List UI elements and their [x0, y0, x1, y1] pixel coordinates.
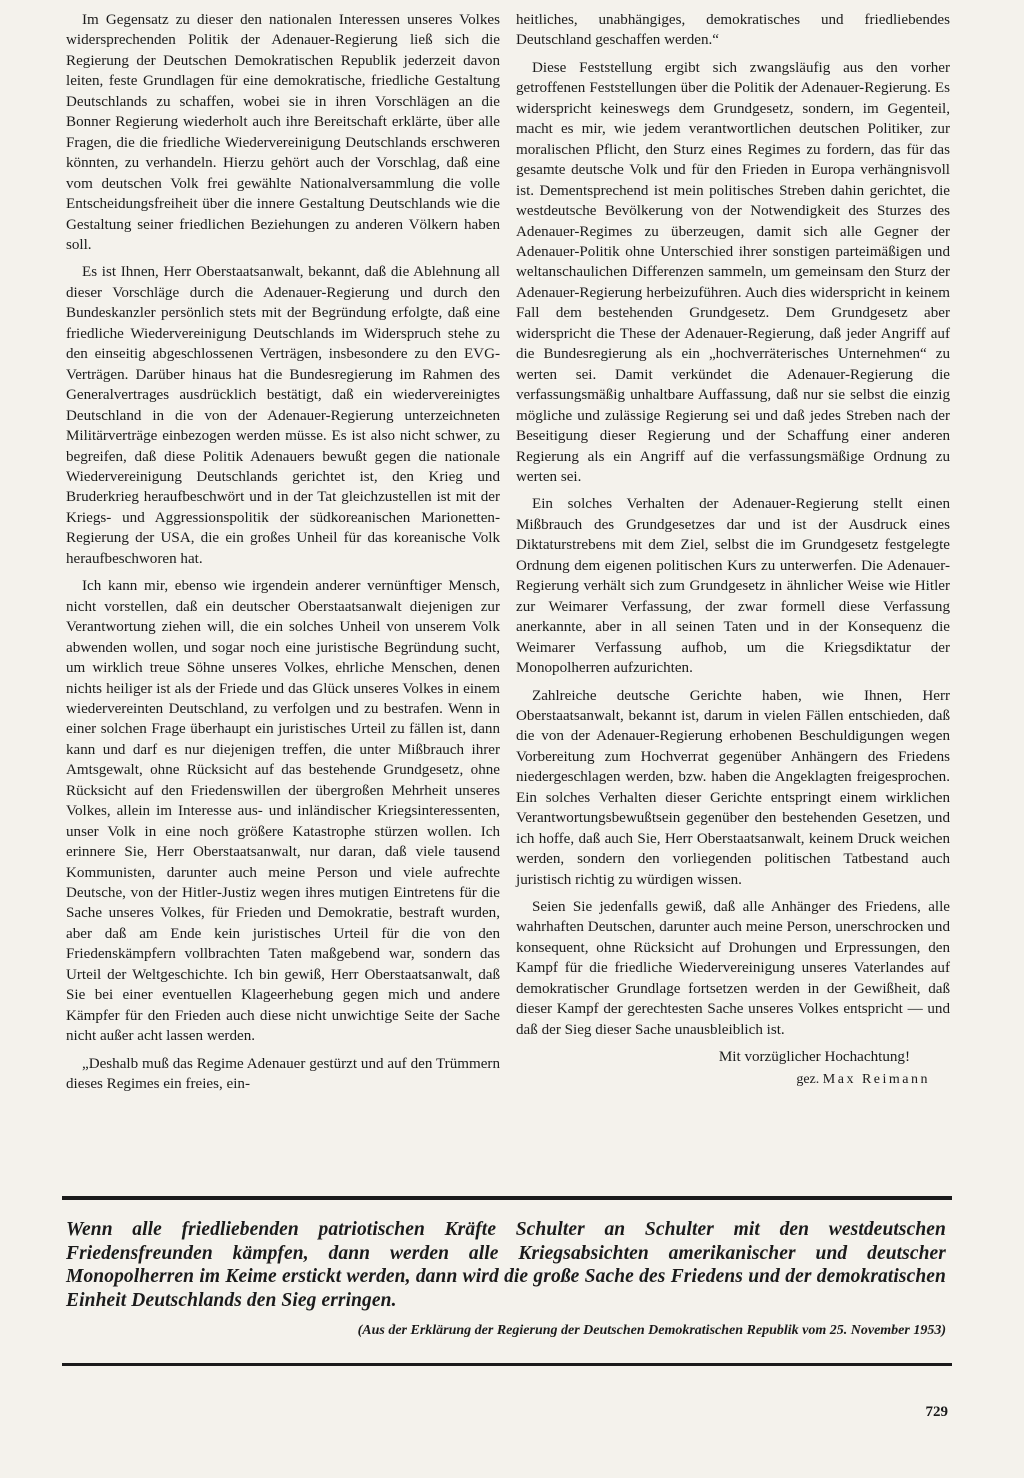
right-paragraph-5: Seien Sie jedenfalls gewiß, daß alle Anhänger des Friedens, alle wahrhaften Deutschen, darunter auch meine Person, unerschrocken und konsequent, ohne Rücksicht auf Drohungen und Erpressungen, den Kampf für die friedliche Wiedervereinigung unseres Vaterlandes auf demokratischer Grundlage fortsetzen werden in der Gewißheit, daß dieser Kampf der gerechtesten Sache unseres Volkes entspricht — und daß der Sieg dieser Sache unausbleiblich ist.: [516, 899, 950, 1038]
left-paragraph-2: Es ist Ihnen, Herr Oberstaatsanwalt, bekannt, daß die Ablehnung all dieser Vorschläge durch die Adenauer-Regierung und durch den Bundeskanzler persönlich stets mit der Begründung erfolgte, daß eine friedliche Wiedervereinigung Deutschlands im Widerspruch stehe zu den einseitig abgeschlossenen Verträgen, insbesondere zu den EVG-Verträgen. Darüber hinaus hat die Bundesregierung im Rahmen des Generalvertrages ausdrücklich bestätigt, daß ein wiedervereinigtes Deutschland in die von der Adenauer-Regierung unterzeichneten Militärverträge einbezogen werden müsse. Es ist also nicht schwer, zu begreifen, daß diese Politik Adenauers bewußt gegen die nationale Wiedervereinigung Deutschlands gerichtet ist, den Krieg und Bruderkrieg heraufbeschwört und in der Tat gleichzustellen ist mit der Kriegs- und Aggressionspolitik der südkoreanischen Marionetten-Regierung der USA, die ein großes Unheil für das koreanische Volk heraufbeschworen hat.: [66, 264, 500, 567]
page-number: 729: [925, 1404, 948, 1420]
right-paragraph-2: Diese Feststellung ergibt sich zwangsläufig aus den vorher getroffenen Feststellungen über die Politik der Adenauer-Regierung. Es widerspricht keineswegs dem Grundgesetz, sondern, im Gegenteil, macht es mir, wie jedem verantwortlichen deutschen Politiker, zur moralischen Pflicht, den Sturz eines Regimes zu fordern, das für das gesamte deutsche Volk und für den Frieden in Europa verhängnisvoll ist. Dementsprechend ist mein politisches Streben dahin gerichtet, die westdeutsche Bevölkerung von der Notwendigkeit des Sturzes des Adenauer-Regimes zu überzeugen, damit sich alle Gegner der Adenauer-Politik ohne Unterschied ihrer sonstigen parteimäßigen und weltanschaulichen Differenzen sammeln, um gemeinsam den Sturz der Adenauer-Regierung herbeizuführen. Auch dies widerspricht in keinem Fall dem bestehenden Grundgesetz. Dem Grundgesetz aber widerspricht die These der Adenauer-Regierung, daß jeder Angriff auf die Bundesregierung als ein „hochverräterisches Unternehmen“ zu werten sei. Damit verkündet die Adenauer-Regierung die verfassungsmäßig unhaltbare Auffassung, daß nur sie selbst die einzig mögliche und zulässige Regierung sei und daß jedes Streben nach der Beseitigung dieser Regierung und der Schaffung einer anderen Regierung als ein Angriff auf die verfassungsmäßige Ordnung zu werten sei.: [516, 59, 950, 485]
letter-closing: Mit vorzüglicher Hochachtung!: [718, 1049, 910, 1066]
highlight-quote: Wenn alle friedliebenden patriotischen Kräfte Schulter an Schulter mit den westdeutschen Friedensfreunden kämpfen, dann werden alle Kriegsabsichten amerikanischer und deutscher Monopolherren im Keime erstickt werden, dann wird die große Sache des Friedens und der demokratischen Einheit Deutschlands den Sieg erringen.: [66, 1219, 946, 1311]
left-column: [66, 10, 500, 1178]
right-column: [516, 10, 950, 1178]
signature-name: Max Reimann: [822, 1071, 930, 1087]
left-paragraph-3: Ich kann mir, ebenso wie irgendein anderer vernünftiger Mensch, nicht vorstellen, daß ein deutscher Oberstaatsanwalt diejenigen zur Verantwortung ziehen will, die ein solches Unheil von unserem Volk abwenden wollen, und sogar noch eine juristische Begründung sucht, um wirklich treue Söhne unseres Volkes, ehrliche Menschen, denen nichts heiliger ist als der Friede und das Glück unseres Volkes in einem wiedervereinten Deutschland, zu verfolgen und zu bestrafen. Wenn in einer solchen Frage überhaupt ein juristisches Urteil zu fällen ist, dann kann und darf es nur diejenigen treffen, die unter Mißbrauch ihrer Amtsgewalt, ohne Rücksicht auf das bestehende Grundgesetz, ohne Rücksicht auf den Friedenswillen der übergroßen Mehrheit unseres Volkes, allein im Interesse aus- und inländischer Kriegsinteressenten, unser Volk in eine noch größere Katastrophe stürzen wollen. Ich erinnere Sie, Herr Oberstaatsanwalt, nur daran, daß viele tausend Kommunisten, darunter auch meine Person und viele aufrechte Deutsche, von der Hitler-Justiz wegen ihres mutigen Eintretens für die Sache unseres Volkes, für Frieden und Demokratie, bestraft wurden, aber daß am Ende kein juristisches Urteil für die von den Friedenskämpfern vollbrachten Taten maßgebend war, sondern das Urteil der Weltgeschichte. Ich bin gewiß, Herr Oberstaatsanwalt, daß Sie bei einer eventuellen Klageerhebung gegen mich und andere Kämpfer für den Frieden auch diese nicht unwichtige Seite der Sache nicht außer acht lassen werden.: [66, 578, 500, 1045]
divider-bottom: [62, 1363, 952, 1366]
article-body: [66, 10, 950, 1178]
right-paragraph-4: Zahlreiche deutsche Gerichte haben, wie Ihnen, Herr Oberstaatsanwalt, bekannt ist, darum in vielen Fällen entschieden, daß die von der Adenauer-Regierung erhobenen Beschuldigungen wegen Vorbereitung zum Hochverrat gegenüber Anhängern des Friedens niedergeschlagen werden, bzw. haben die Angeklagten freigesprochen. Ein solches Verhalten dieser Gerichte entspringt einem wirklichen Verantwortungsbewußtsein gegenüber den bestehenden Gesetzen, und ich hoffe, daß auch Sie, Herr Oberstaatsanwalt, keinem Druck weichen werden, sondern den vorliegenden politischen Tatbestand auch juristisch richtig zu würdigen wissen.: [516, 687, 950, 888]
right-paragraph-1: heitliches, unabhängiges, demokratisches und friedliebendes Deutschland geschaffen werden.“: [516, 12, 950, 49]
signature-prefix: gez.: [796, 1071, 820, 1087]
right-paragraph-3: Ein solches Verhalten der Adenauer-Regierung stellt einen Mißbrauch des Grundgesetzes dar und ist der Ausdruck eines Diktaturstrebens mit dem Ziel, selbst die im Grundgesetz festgelegte Ordnung dem eigenen politischen Kurs zu unterwerfen. Die Adenauer-Regierung verhält sich zum Grundgesetz in ähnlicher Weise wie Hitler zur Weimarer Verfassung, der zwar formell diese Verfassung anerkannte, aber in all seinen Taten und in der Konsequenz die Weimarer Verfassung aufhob, um die Kriegsdiktatur der Monopolherren aufzurichten.: [516, 496, 950, 677]
left-paragraph-1: Im Gegensatz zu dieser den nationalen Interessen unseres Volkes widersprechenden Politik der Adenauer-Regierung ließ sich die Regierung der Deutschen Demokratischen Republik jederzeit davon leiten, feste Grundlagen für eine demokratische, friedliche Gestaltung Deutschlands zu schaffen, wobei sie in ihren Vorschlägen an die Bonner Regierung wiederholt auch ihre Bereitschaft erklärte, über alle Fragen, die die friedliche Wiedervereinigung Deutschlands erschweren könnten, zu verhandeln. Hierzu gehört auch der Vorschlag, daß eine vom deutschen Volk frei gewählte Nationalversammlung die volle Entscheidungsfreiheit über die innere Gestaltung Deutschlands wie die Gestaltung seiner friedlichen Beziehungen zu anderen Völkern haben soll.: [66, 12, 500, 253]
left-paragraph-4: „Deshalb muß das Regime Adenauer gestürzt und auf den Trümmern dieses Regimes ein freies, ein-: [66, 1055, 500, 1093]
divider-top: [62, 1196, 952, 1200]
letter-signature: [516, 1070, 930, 1090]
quote-source: (Aus der Erklärung der Regierung der Deutschen Demokratischen Republik vom 25. November 1953): [357, 1323, 946, 1338]
